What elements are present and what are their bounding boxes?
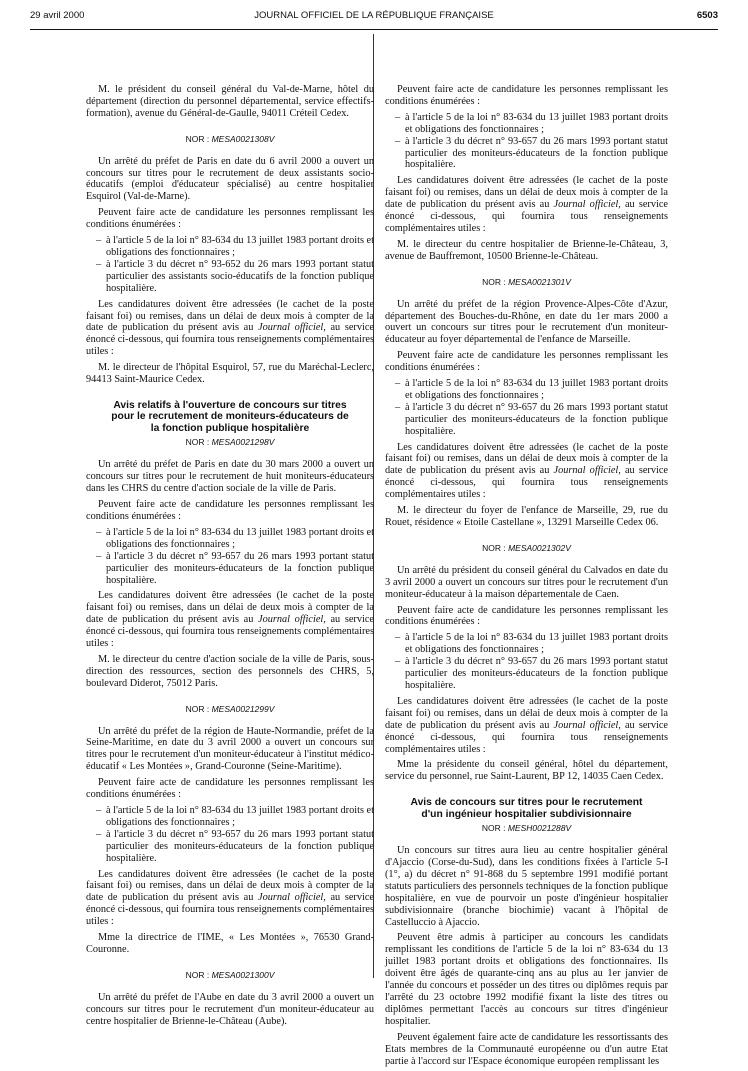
notice-paragraph: Un arrêté du préfet de Paris en date du 30 mars 2000 a ouvert un concours sur titres pour le recrutement de huit moniteurs-éducateurs dans les CHRS du centre d'action sociale de la ville de Paris. bbox=[86, 459, 374, 495]
candidatures-paragraph bbox=[86, 869, 374, 929]
condition-item: – à l'article 3 du décret n° 93-657 du 26 mars 1993 portant statut particulier des moniteurs-éducateurs de la fonction publique hospitalière. bbox=[385, 402, 668, 438]
condition-item: – à l'article 5 de la loi n° 83-634 du 13 juillet 1983 portant droits et obligations des fonctionnaires ; bbox=[385, 632, 668, 656]
nor-reference bbox=[86, 437, 374, 449]
cand-text: au service énoncé ci-dessous, qui fournira tous renseignements complémentaires utiles : bbox=[385, 465, 668, 501]
nor-label: NOR : bbox=[481, 823, 506, 834]
nor-label: NOR : bbox=[185, 437, 210, 448]
conditions-list bbox=[385, 112, 668, 172]
conditions-list bbox=[385, 632, 668, 692]
header-rule bbox=[30, 29, 718, 30]
nor-code: MESA0021301V bbox=[508, 276, 571, 287]
condition-item: – à l'article 5 de la loi n° 83-634 du 13 juillet 1983 portant droits et obligations des fonctionnaires ; bbox=[385, 112, 668, 136]
nor-label: NOR : bbox=[185, 969, 210, 980]
condition-item: – à l'article 3 du décret n° 93-657 du 26 mars 1993 portant statut particulier des moniteurs-éducateurs de la fonction publique hospitalière. bbox=[385, 656, 668, 692]
nor-reference bbox=[86, 134, 374, 146]
nor-reference bbox=[86, 704, 374, 716]
notice-paragraph: Un arrêté du préfet de la région Provence-Alpes-Côte d'Azur, département des Bouches-du-Rhône, en date du 1er mars 2000 a ouvert un concours sur titres pour le recrutement d'un moniteur-éducateur au foyer départemental de l'enfance de Marseille. bbox=[385, 298, 668, 346]
conditions-intro: Peuvent faire acte de candidature les personnes remplissant les conditions énumérées : bbox=[86, 207, 374, 231]
nor-reference bbox=[86, 970, 374, 982]
page-number: 6503 bbox=[696, 10, 718, 21]
conditions-intro: Peuvent faire acte de candidature les personnes remplissant les conditions énumérées : bbox=[86, 777, 374, 801]
journal-officiel-ref: Journal officiel, bbox=[553, 465, 621, 477]
nor-code: MESA0021308V bbox=[211, 133, 275, 144]
nor-reference bbox=[385, 277, 668, 289]
candidatures-paragraph bbox=[86, 590, 374, 650]
cand-text: au service énoncé ci-dessous, qui fournira tous renseignements complémentaires utiles : bbox=[86, 892, 374, 928]
cand-text: Les candidatures doivent être adressées (le cachet de la poste faisant foi) ou remises, dans un délai de deux mois à compter de la date de publication du présent avis au bbox=[385, 175, 668, 211]
right-column bbox=[385, 84, 668, 1071]
notice-paragraph: Un concours sur titres aura lieu au centre hospitalier général d'Ajaccio (Corse-du-Sud), dans les conditions fixées à l'article 5-I (1°, a) du décret n° 91-868 du 5 septembre 1991 modifié portant statuts particuliers des personnels techniques de la fonction publique hospitalière, en vue de pourvoir un poste d'ingénieur hospitalier subdivisionnaire (branche biochimie) vacant à l'hôpital de Castelluccio à Ajaccio. bbox=[385, 845, 668, 928]
nor-label: NOR : bbox=[185, 703, 210, 714]
condition-item: – à l'article 3 du décret n° 93-657 du 26 mars 1993 portant statut particulier des moniteurs-éducateurs de la fonction publique hospitalière. bbox=[86, 829, 374, 865]
cand-text: au service énoncé ci-dessous, qui fournira tous renseignements complémentaires utiles : bbox=[385, 199, 668, 234]
left-column bbox=[86, 84, 374, 1032]
notice-paragraph: Un arrêté du préfet de Paris en date du 6 avril 2000 a ouvert un concours sur titres pour le recrutement de deux assistants socio-éducatifs (emploi d'éducateur spécialisé) au centre hospitalier Esquirol (Val-de-Marne). bbox=[86, 155, 374, 203]
cand-text: au service énoncé ci-dessous, qui fournira tous renseignements complémentaires utiles : bbox=[86, 322, 374, 358]
condition-item: – à l'article 5 de la loi n° 83-634 du 13 juillet 1983 portant droits et obligations des fonctionnaires ; bbox=[86, 235, 374, 259]
conditions-list bbox=[86, 805, 374, 865]
contact-address: M. le directeur de l'hôpital Esquirol, 57, rue du Maréchal-Leclerc, 94413 Saint-Maurice Cedex. bbox=[86, 362, 374, 386]
condition-item: – à l'article 5 de la loi n° 83-634 du 13 juillet 1983 portant droits et obligations des fonctionnaires ; bbox=[385, 378, 668, 402]
section-title-line: pour le recrutement de moniteurs-éducateurs de bbox=[111, 411, 349, 423]
conditions-list bbox=[86, 527, 374, 587]
section-title-line: la fonction publique hospitalière bbox=[150, 422, 310, 434]
conditions-intro: Peuvent faire acte de candidature les personnes remplissant les conditions énumérées : bbox=[385, 604, 668, 628]
section-title-line: d'un ingénieur hospitalier subdivisionnaire bbox=[421, 808, 632, 820]
notice-paragraph: Peuvent également faire acte de candidature les ressortissants des Etats membres de la Communauté européenne ou d'un autre Etat partie à l'accord sur l'Espace économique européen remplissant les bbox=[385, 1031, 668, 1067]
nor-label: NOR : bbox=[482, 276, 506, 287]
notice-paragraph: Un arrêté du préfet de l'Aube en date du 3 avril 2000 a ouvert un concours sur titres pour le recrutement d'un moniteur-éducateur au centre hospitalier de Brienne-le-Château (Aube). bbox=[86, 991, 374, 1027]
cand-text: Les candidatures doivent être adressées (le cachet de la poste faisant foi) ou remises, dans un délai de deux mois à compter de la date de publication du présent avis au bbox=[86, 298, 374, 334]
nor-code: MESA0021300V bbox=[211, 969, 275, 980]
cand-text: au service énoncé ci-dessous, qui fournira tous renseignements complémentaires utiles : bbox=[385, 719, 668, 755]
conditions-intro: Peuvent faire acte de candidature les personnes remplissant les conditions énumérées : bbox=[86, 499, 374, 522]
cand-text: Les candidatures doivent être adressées (le cachet de la poste faisant foi) ou remises, dans un délai de deux mois à compter de la date de publication du présent avis au bbox=[86, 590, 374, 626]
nor-label: NOR : bbox=[482, 542, 506, 553]
notice-paragraph: Peuvent être admis à participer au concours les candidats remplissant les conditions de l'article 5 de la loi n° 83-634 du 13 juillet 1983 portant droits et obligations des fonctionnaires. Ils doivent être âgés de quarante-cinq ans au plus au 1er janvier de l'année du concours et posséder un des titres ou diplômes requis par l'arrêté du 23 octobre 1992 modifié fixant la liste des titres ou diplômes permettant l'accès au concours sur titres d'ingénieur hospitalier. bbox=[385, 932, 668, 1027]
contact-address: M. le directeur du centre d'action sociale de la ville de Paris, sous-direction des ressources, section des personnels des CHRS, 5, boulevard Diderot, 75012 Paris. bbox=[86, 653, 374, 689]
notice-paragraph: Un arrêté du préfet de la région de Haute-Normandie, préfet de la Seine-Maritime, en date du 3 avril 2000 a ouvert un concours sur titres pour le recrutement d'un moniteur-éducateur à l'institut médico-éducatif « Les Montées », Grand-Couronne (Seine-Maritime). bbox=[86, 725, 374, 773]
cand-text: Les candidatures doivent être adressées (le cachet de la poste faisant foi) ou remises, dans un délai de deux mois à compter de la date de publication du présent avis au bbox=[86, 868, 374, 904]
condition-item: – à l'article 5 de la loi n° 83-634 du 13 juillet 1983 portant droits et obligations des fonctionnaires ; bbox=[86, 527, 374, 551]
nor-code: MESA0021302V bbox=[508, 542, 571, 553]
conditions-intro: Peuvent faire acte de candidature les personnes remplissant les conditions énumérées : bbox=[385, 84, 668, 107]
nor-code: MESA0021299V bbox=[211, 703, 275, 714]
cand-text: Les candidatures doivent être adressées (le cachet de la poste faisant foi) ou remises, dans un délai de deux mois à compter de la date de publication du présent avis au bbox=[385, 695, 668, 731]
cand-text: au service énoncé ci-dessous, qui fournira tous renseignements complémentaires utiles : bbox=[86, 614, 374, 650]
candidatures-paragraph bbox=[385, 442, 668, 502]
condition-item: – à l'article 3 du décret n° 93-657 du 26 mars 1993 portant statut particulier des moniteurs-éducateurs de la fonction publique hospitalière. bbox=[385, 136, 668, 172]
contact-address: M. le directeur du foyer de l'enfance de Marseille, 29, rue du Rouet, résidence « Etoile Castellane », 13291 Marseille Cedex 06. bbox=[385, 505, 668, 528]
candidatures-paragraph bbox=[86, 299, 374, 359]
conditions-intro: Peuvent faire acte de candidature les personnes remplissant les conditions énumérées : bbox=[385, 350, 668, 374]
nor-label: NOR : bbox=[185, 133, 210, 144]
candidatures-paragraph bbox=[385, 696, 668, 756]
conditions-list bbox=[86, 235, 374, 295]
conditions-list bbox=[385, 378, 668, 438]
section-title-line: Avis de concours sur titres pour le recrutement bbox=[410, 797, 643, 809]
contact-address: Mme la directrice de l'IME, « Les Montées », 76530 Grand-Couronne. bbox=[86, 932, 374, 955]
journal-officiel-ref: Journal officiel, bbox=[258, 322, 326, 334]
condition-item: – à l'article 5 de la loi n° 83-634 du 13 juillet 1983 portant droits et obligations des fonctionnaires ; bbox=[86, 805, 374, 829]
running-header bbox=[30, 10, 718, 26]
contact-address: Mme la présidente du conseil général, hôtel du département, service du personnel, rue Saint-Laurent, BP 12, 14035 Caen Cedex. bbox=[385, 759, 668, 783]
journal-officiel-ref: Journal officiel, bbox=[258, 614, 326, 626]
contact-address: M. le directeur du centre hospitalier de Brienne-le-Château, 3, avenue de Bauffremont, 10500 Brienne-le-Château. bbox=[385, 238, 668, 262]
journal-officiel-ref: Journal officiel, bbox=[553, 719, 621, 731]
nor-code: MESA0021298V bbox=[211, 437, 275, 448]
issue-date: 29 avril 2000 bbox=[30, 10, 85, 21]
section-title-line: Avis relatifs à l'ouverture de concours sur titres bbox=[113, 399, 347, 411]
nor-reference bbox=[385, 543, 668, 555]
section-title bbox=[86, 400, 374, 435]
section-title bbox=[385, 797, 668, 820]
condition-item: – à l'article 3 du décret n° 93-657 du 26 mars 1993 portant statut particulier des moniteurs-éducateurs de la fonction publique hospitalière. bbox=[86, 551, 374, 587]
nor-code: MESH0021288V bbox=[507, 823, 572, 834]
address-val-de-marne: M. le président du conseil général du Val-de-Marne, hôtel du département (direction du personnel départemental, service effectifs-formation), avenue du Général-de-Gaulle, 94011 Créteil Cedex. bbox=[86, 84, 374, 119]
nor-reference bbox=[385, 823, 668, 835]
journal-officiel-ref: Journal officiel, bbox=[258, 892, 326, 904]
journal-officiel-ref: Journal officiel, bbox=[553, 199, 621, 211]
cand-text: Les candidatures doivent être adressées (le cachet de la poste faisant foi) ou remises, dans un délai de deux mois à compter de la date de publication du présent avis au bbox=[385, 441, 668, 477]
candidatures-paragraph bbox=[385, 175, 668, 235]
condition-item: – à l'article 3 du décret n° 93-652 du 26 mars 1993 portant statut particulier des assistants socio-éducatifs de la fonction publique hospitalière. bbox=[86, 259, 374, 295]
notice-paragraph: Un arrêté du président du conseil général du Calvados en date du 3 avril 2000 a ouvert un concours sur titres pour le recrutement d'un moniteur-éducateur à la maison départementale de Caen. bbox=[385, 564, 668, 600]
journal-title: JOURNAL OFFICIEL DE LA RÉPUBLIQUE FRANÇAISE bbox=[254, 10, 494, 21]
